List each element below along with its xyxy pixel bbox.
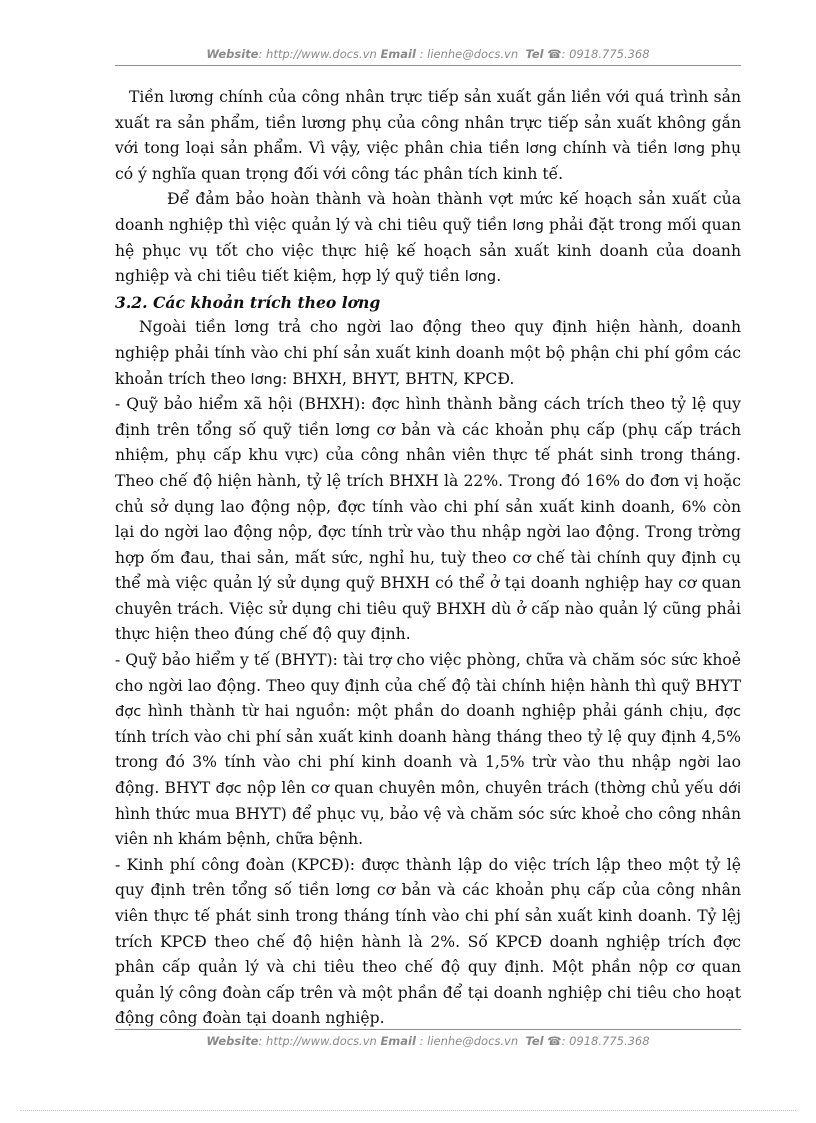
section-heading: 3.2. Các khoản trích theo lơng [115,292,381,312]
header-website-value: : http://www.docs.vn [258,47,377,61]
footer-tel-label: Tel [525,1034,544,1048]
footer-website-value: : http://www.docs.vn [258,1034,377,1048]
paragraph-1: Tiền lương chính của công nhân trực tiếp sản xuất gắn liền với quá trình sản xuất ra sản phẩm, tiền lương phụ của công nhân trực tiếp sản xuất không gắn với tong loại sản phẩm. Vì vậy, việc phân chia tiền lơng chính và tiền lơng phụ có ý nghĩa quan trọng đối với công tác phân tích kinh tế. [115,88,742,183]
page-header [115,47,741,61]
paragraph-bhxh: - Quỹ bảo hiểm xã hội (BHXH): đợc hình thành bằng cách trích theo tỷ lệ quy định trên tổng số quỹ tiền lơng cơ bản và các khoản phụ cấp (phụ cấp trách nhiệm, phụ cấp khu vực) của công nhân viên thực tế phát sinh trong tháng. Theo chế độ hiện hành, tỷ lệ trích BHXH là 22%. Trong đó 16% do đơn vị hoặc chủ sở dụng lao động nộp, đợc tính vào chi phí sản xuất kinh doanh, 6% còn lại do ngời lao động nộp, đợc tính trừ vào thu nhập ngời lao động. Trong trờng hợp ốm đau, thai sản, mất sức, nghỉ hu, tuỳ theo cơ chế tài chính quy định cụ thể mà việc quản lý sử dụng quỹ BHXH có thể ở tại doanh nghiệp hay cơ quan chuyên trách. Việc sử dụng chi tiêu quỹ BHXH dù ở cấp nào quản lý cũng phải thực hiện theo đúng chế độ quy định. [115,395,741,644]
paragraph-2: Để đảm bảo hoàn thành và hoàn thành vợt mức kế hoạch sản xuất của doanh nghiệp thì việc quản lý và chi tiêu quỹ tiền lơng phải đặt trong mối quan hệ phục vụ tốt cho việc thực hiệ kế hoạch sản xuất kinh doanh của doanh nghiệp và chi tiêu tiết kiệm, hợp lý quỹ tiền lơng. [115,190,742,286]
footer-tel-value: : 0918.775.368 [561,1034,650,1048]
paragraph-bhyt: - Quỹ bảo hiểm y tế (BHYT): tài trợ cho việc phòng, chữa và chăm sóc sức khoẻ cho ngời lao động. Theo quy định của chế độ tài chính hiện hành thì quỹ BHYT đợc hình thành từ hai nguồn: một phần do doanh nghiệp phải gánh chịu, đợc tính trích vào chi phí sản xuất kinh doanh hàng tháng theo tỷ lệ quy định 4,5% trong đó 3% tính vào chi phí kinh doanh và 1,5% trừ vào thu nhập ngời lao động. BHYT đợc nộp lên cơ quan chuyên môn, chuyên trách (thờng chủ yếu dới hình thức mua BHYT) để phục vụ, bảo vệ và chăm sóc sức khoẻ cho công nhân viên nh khám bệnh, chữa bệnh. [115,651,741,849]
page-footer [115,1034,741,1048]
header-email-label: Email [380,47,416,61]
telephone-icon: ☎ [547,1034,562,1048]
footer-email-label: Email [380,1034,416,1048]
paragraph-3: Ngoài tiền lơng trả cho ngời lao động theo quy định hiện hành, doanh nghiệp phải tính vào chi phí sản xuất kinh doanh một bộ phận chi phí gồm các khoản trích theo lơng: BHXH, BHYT, BHTN, KPCĐ. [115,318,741,388]
header-tel-label: Tel [525,47,544,61]
document-body [115,85,741,1032]
page-bottom-dotted-line [20,1110,796,1111]
header-tel-value: : 0918.775.368 [561,47,650,61]
telephone-icon: ☎ [547,47,562,61]
header-website-label: Website [206,47,259,61]
footer-email-value: : lienhe@docs.vn [419,1034,519,1048]
header-email-value: : lienhe@docs.vn [419,47,519,61]
header-rule [115,65,741,66]
paragraph-kpcd: - Kinh phí công đoàn (KPCĐ): được thành lập do việc trích lập theo một tỷ lệ quy định trên tổng số tiền lơng cơ bản và các khoản phụ cấp của công nhân viên thực tế phát sinh trong tháng tính vào chi phí sản xuất kinh doanh. Tỷ lệj trích KPCĐ theo chế độ hiện hành là 2%. Số KPCĐ doanh nghiệp trích đợc phân cấp quản lý và chi tiêu theo chế độ quy định. Một phần nộp cơ quan quản lý công đoàn cấp trên và một phần để tại doanh nghiệp chi tiêu cho hoạt động công đoàn tại doanh nghiệp. [115,855,741,1028]
footer-website-label: Website [206,1034,259,1048]
footer-rule [115,1029,741,1030]
